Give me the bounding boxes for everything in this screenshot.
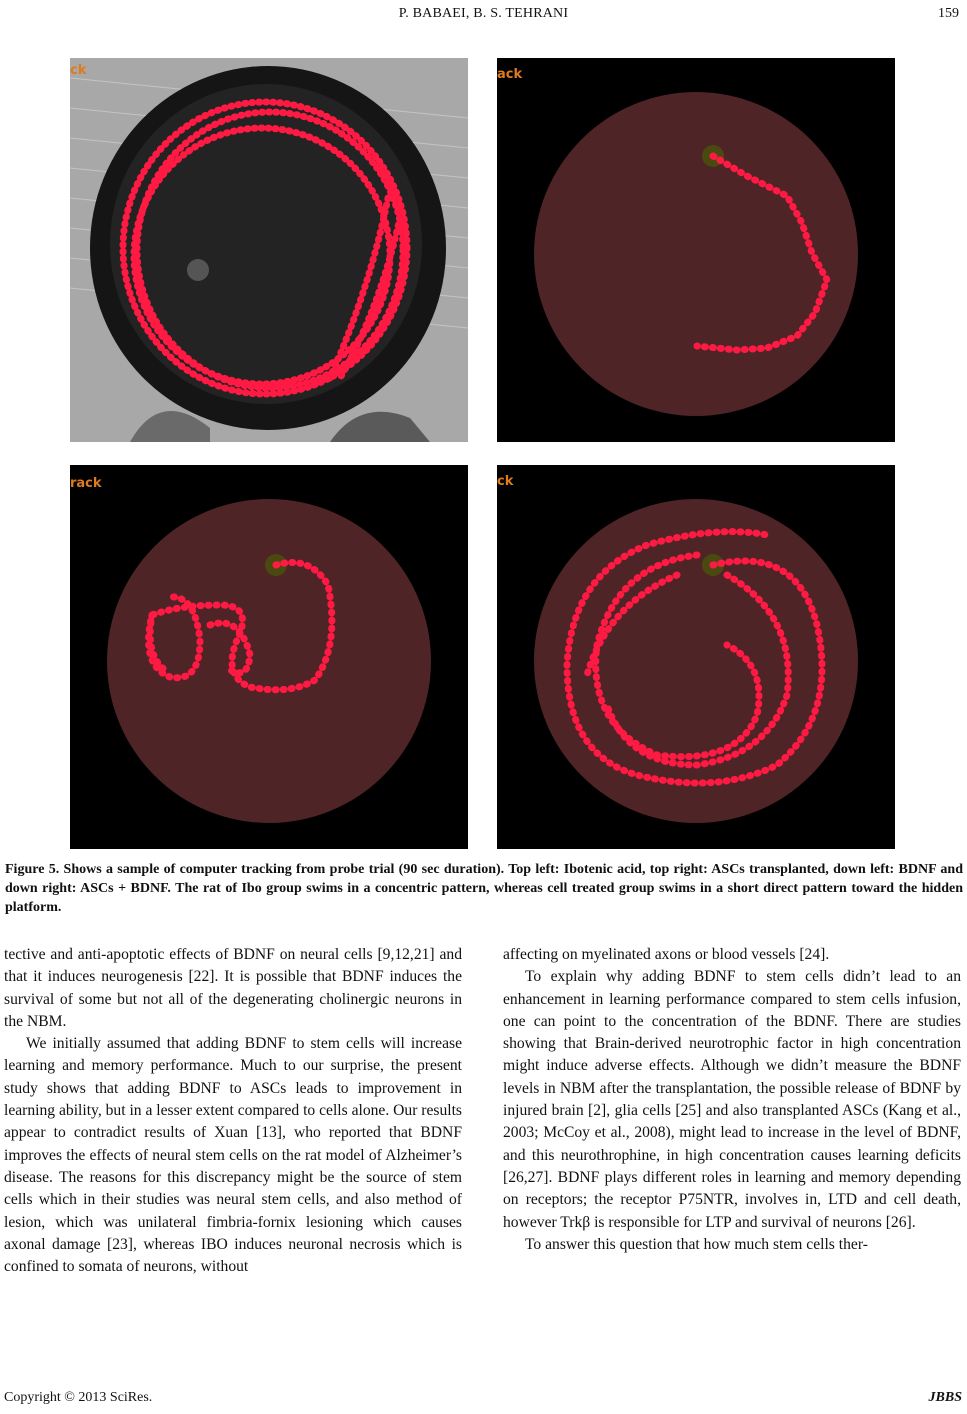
- copyright: Copyright © 2013 SciRes.: [4, 1390, 153, 1405]
- panel-label: ack: [497, 67, 523, 82]
- tracking-image-ascs: [497, 58, 895, 442]
- page-header: [0, 4, 967, 26]
- journal-name: JBBS: [928, 1390, 962, 1405]
- tracking-image-ibotenic: [70, 58, 468, 442]
- tracking-panel-ascs-bdnf: [497, 465, 895, 849]
- panel-label: ck: [497, 474, 514, 489]
- tracking-panel-ascs: [497, 58, 895, 442]
- running-title: P. BABAEI, B. S. TEHRANI: [398, 6, 569, 21]
- paragraph: affecting on myelinated axons or blood vessels [24].: [503, 946, 830, 963]
- tracking-panel-ibotenic: [70, 58, 468, 442]
- body-column-left: [4, 944, 462, 1278]
- tracking-panel-bdnf: [70, 465, 468, 849]
- paragraph: To answer this question that how much stem cells ther-: [525, 1235, 868, 1253]
- body-column-right: [503, 944, 961, 1256]
- paragraph: tective and anti-apoptotic effects of BDNF on neural cells [9,12,21] and that it induces neurogenesis [22]. It is possible that BDNF induces the survival of some but not all of the degenerating cholinergic neurons in the NBM.: [4, 946, 462, 1030]
- panel-label: rack: [70, 476, 102, 491]
- paragraph: We initially assumed that adding BDNF to stem cells will increase learning and memory performance. Much to our surprise, the present study shows that adding BDNF to ASCs leads to improvement in learning ability, but in a lesser extent compared to cells alone. Our results appear to contradict results of Xuan [13], who reported that BDNF improves the effects of neural stem cells on the rat model of Alzheimer’s disease. The reasons for this discrepancy might be the source of stem cells which in their studies was neural stem cells, and also method of lesion, which was unilateral fimbria-fornix lesioning which causes axonal damage [23], whereas IBO induces neuronal necrosis which is confined to somata of neurons, without: [4, 1035, 462, 1276]
- paragraph: To explain why adding BDNF to stem cells didn’t lead to an enhancement in learning performance compared to stem cells infusion, one can point to the concentration of the BDNF. There are studies showing that Brain-derived neurotrophic factor in high concentration might induce adverse effects. Although we didn’t measure the BDNF levels in NBM after the transplantation, the possible release of BDNF by injured brain [2], glia cells [25] and also transplanted ASCs (Kang et al., 2003; McCoy et al., 2008), might lead to increase in the level of BDNF, and this neurothrophine, in high concentration causes learning deficits [26,27]. BDNF plays different roles in learning and memory depending on receptors; the receptor P75NTR, involves in, LTD and cell death, however Trkβ is responsible for LTP and survival of neurons [26].: [503, 968, 961, 1231]
- figure-caption: Figure 5. Shows a sample of computer tracking from probe trial (90 sec duration). Top left: Ibotenic acid, top right: ASCs transplanted, down left: BDNF and down right: ASCs + BDNF. The rat of Ibo group swims in a concentric pattern, whereas cell treated group swims in a short direct pattern toward the hidden platform.: [5, 862, 963, 915]
- tracking-image-bdnf: [70, 465, 468, 849]
- panel-label: ck: [70, 63, 87, 78]
- page-number: 159: [938, 6, 959, 21]
- tracking-image-ascs-bdnf: [497, 465, 895, 849]
